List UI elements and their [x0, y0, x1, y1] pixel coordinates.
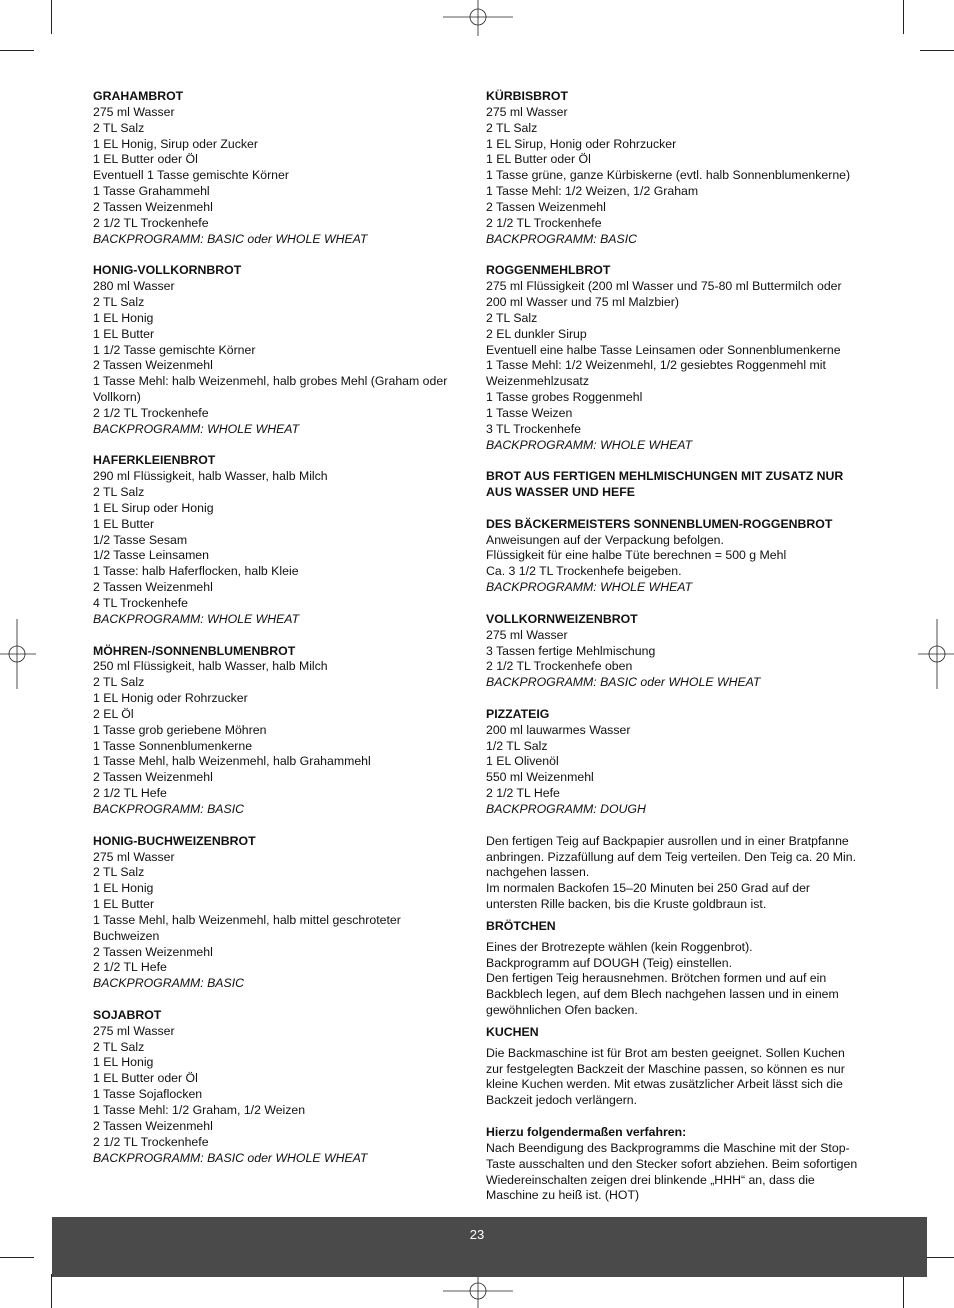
ingredient-line: 2 1/2 TL Hefe [486, 786, 560, 801]
crop-mark [0, 1257, 34, 1258]
ingredient-line: 1 Tasse Mehl, halb Weizenmehl, halb mittel geschroteter Buchweizen [93, 912, 401, 943]
registration-mark-left [0, 619, 36, 689]
ingredient-line: 1 EL Honig [93, 1055, 154, 1070]
ingredient-line: 1 EL Butter [93, 516, 155, 531]
ingredient-line: 1 EL Butter oder Öl [93, 1071, 198, 1086]
ingredient-line: 1/2 Tasse Leinsamen [93, 548, 209, 563]
ingredient-line: 275 ml Wasser [486, 627, 568, 642]
ingredient-line: 3 TL Trockenhefe [486, 421, 582, 436]
recipe [486, 263, 862, 453]
ingredient-line: 275 ml Wasser [486, 104, 568, 119]
pizza-baking: Im normalen Backofen 15–20 Minuten bei 250 Grad auf der untersten Rille backen, bis die Kruste goldbraun ist. [486, 881, 811, 912]
broetchen-text [486, 940, 862, 1019]
ingredient-line: 1 Tasse Mehl: halb Weizenmehl, halb grobes Mehl (Graham oder Vollkorn) [93, 374, 448, 405]
recipe-title: ROGGENMEHLBROT [486, 263, 611, 278]
ingredient-line: 2 Tassen Weizenmehl [93, 1118, 213, 1133]
ingredient-line: 1 Tasse Mehl, halb Weizenmehl, halb Grahammehl [93, 754, 371, 769]
bake-program: BACKPROGRAMM: WHOLE WHEAT [486, 437, 693, 452]
mix-recipes [486, 517, 862, 818]
ingredient-line: 1 1/2 Tasse gemischte Körner [93, 342, 256, 357]
ingredient-line: 2 TL Salz [93, 294, 145, 309]
ingredient-line: 1 Tasse Mehl: 1/2 Weizenmehl, 1/2 gesiebtes Roggenmehl mit Weizenmehlzusatz [486, 358, 826, 389]
registration-mark-right [918, 619, 954, 689]
ingredient-line: 1 EL Butter oder Öl [93, 152, 198, 167]
ingredient-line: 1 Tasse grob geriebene Möhren [93, 722, 267, 737]
left-column [93, 89, 463, 1182]
ingredient-line: 1 Tasse: halb Haferflocken, halb Kleie [93, 564, 299, 579]
ingredient-line: 1 EL Sirup oder Honig [93, 500, 214, 515]
ingredient-line: 2 TL Salz [486, 120, 538, 135]
ingredient-line: 280 ml Wasser [93, 279, 175, 294]
recipe [93, 644, 463, 818]
footer-bar [52, 1217, 927, 1277]
ingredient-line: Anweisungen auf der Verpackung befolgen. [486, 532, 724, 547]
ingredient-line: 2 TL Salz [486, 310, 538, 325]
ingredient-line: 2 Tassen Weizenmehl [93, 199, 213, 214]
recipe-title: VOLLKORNWEIZENBROT [486, 611, 638, 626]
ingredient-line: 200 ml lauwarmes Wasser [486, 722, 631, 737]
broetchen-line: Backprogramm auf DOUGH (Teig) einstellen. [486, 955, 733, 970]
ingredient-line: 2 Tassen Weizenmehl [486, 199, 606, 214]
ingredient-line: 1 EL Honig oder Rohrzucker [93, 691, 248, 706]
ingredient-line: 2 Tassen Weizenmehl [93, 358, 213, 373]
ingredient-line: 1 Tasse Mehl: 1/2 Weizen, 1/2 Graham [486, 184, 699, 199]
ingredient-line: 1 Tasse Grahammehl [93, 184, 210, 199]
bake-program: BACKPROGRAMM: BASIC [486, 231, 638, 246]
recipe-title: HONIG-BUCHWEIZENBROT [93, 833, 256, 848]
ingredient-line: 2 TL Salz [93, 1039, 145, 1054]
ingredient-line: 1 EL Butter oder Öl [486, 152, 591, 167]
right-recipes [486, 89, 862, 453]
ingredient-line: 2 EL Öl [93, 706, 134, 721]
bake-program: BACKPROGRAMM: BASIC [93, 976, 245, 991]
bake-program: BACKPROGRAMM: BASIC [93, 801, 245, 816]
recipe [486, 517, 862, 596]
ingredient-line: 1/2 TL Salz [486, 738, 548, 753]
ingredient-line: 550 ml Weizenmehl [486, 770, 594, 785]
pizza-instructions: Den fertigen Teig auf Backpapier ausrollen und in einer Bratpfanne anbringen. Pizzafüllung auf dem Teig verteilen. Den Teig ca. 20 Min. nachgehen lassen. [486, 833, 857, 880]
procedure-title: Hierzu folgendermaßen verfahren: [486, 1125, 687, 1139]
ingredient-line: 1 Tasse Mehl: 1/2 Graham, 1/2 Weizen [93, 1103, 306, 1117]
ingredient-line: Flüssigkeit für eine halbe Tüte berechnen = 500 g Mehl [486, 548, 787, 563]
ingredient-line: 1 Tasse grobes Roggenmehl [486, 390, 643, 405]
ingredient-line: 3 Tassen fertige Mehlmischung [486, 643, 656, 658]
registration-mark-top [443, 0, 513, 36]
ingredient-line: Eventuell eine halbe Tasse Leinsamen oder Sonnenblumenkerne [486, 342, 841, 357]
recipe [486, 612, 862, 691]
right-column [486, 89, 862, 1204]
recipe [93, 263, 463, 437]
kuchen-title: KUCHEN [486, 1024, 539, 1039]
recipe-title: DES BÄCKERMEISTERS SONNENBLUMEN-ROGGENBROT [486, 516, 833, 531]
crop-mark [51, 0, 52, 34]
ingredient-line: 1 Tasse Sojaflocken [93, 1087, 203, 1102]
crop-mark [903, 1274, 904, 1308]
ingredient-line: 1 EL Honig, Sirup oder Zucker [93, 136, 258, 151]
bake-program: BACKPROGRAMM: BASIC oder WHOLE WHEAT [93, 1150, 368, 1165]
recipe [486, 89, 862, 247]
recipe-title: HONIG-VOLLKORNBROT [93, 263, 242, 278]
ingredient-line: Ca. 3 1/2 TL Trockenhefe beigeben. [486, 564, 682, 579]
crop-mark [0, 50, 34, 51]
ingredient-line: 1 EL Butter [93, 897, 155, 912]
bake-program: BACKPROGRAMM: WHOLE WHEAT [93, 611, 300, 626]
broetchen-line: Eines der Brotrezepte wählen (kein Roggenbrot). [486, 939, 753, 954]
ingredient-line: 2 1/2 TL Trockenhefe [93, 215, 209, 230]
recipe-title: MÖHREN-/SONNENBLUMENBROT [93, 643, 296, 658]
recipe [93, 89, 463, 247]
ingredient-line: 2 1/2 TL Trockenhefe oben [486, 659, 633, 674]
bake-program: BACKPROGRAMM: WHOLE WHEAT [93, 421, 300, 436]
recipe [486, 707, 862, 818]
ingredient-line: Eventuell 1 Tasse gemischte Körner [93, 168, 289, 183]
bake-program: BACKPROGRAMM: BASIC oder WHOLE WHEAT [486, 675, 761, 690]
ingredient-line: 1 EL Honig [93, 881, 154, 896]
ingredient-line: 2 1/2 TL Hefe [93, 786, 167, 801]
ingredient-line: 1 EL Sirup, Honig oder Rohrzucker [486, 136, 677, 151]
recipe-title: PIZZATEIG [486, 706, 550, 721]
ingredient-line: 2 Tassen Weizenmehl [93, 580, 213, 595]
bake-program: BACKPROGRAMM: BASIC oder WHOLE WHEAT [93, 231, 368, 246]
ingredient-line: 2 1/2 TL Trockenhefe [93, 1134, 209, 1149]
ingredient-line: 275 ml Flüssigkeit (200 ml Wasser und 75-80 ml Buttermilch oder 200 ml Wasser und 75 ml Malzbier) [486, 279, 842, 309]
ingredient-line: 250 ml Flüssigkeit, halb Wasser, halb Milch [93, 659, 328, 674]
ingredient-line: 2 TL Salz [93, 675, 145, 690]
recipe-title: KÜRBISBROT [486, 89, 568, 103]
registration-mark-bottom [443, 1272, 513, 1308]
crop-mark [920, 50, 954, 51]
ingredient-line: 2 1/2 TL Trockenhefe [93, 405, 209, 420]
ingredient-line: 1 EL Butter [93, 326, 155, 341]
ingredient-line: 2 TL Salz [93, 120, 145, 135]
ingredient-line: 2 1/2 TL Hefe [93, 960, 167, 975]
ingredient-line: 275 ml Wasser [93, 1023, 175, 1038]
recipe-title: GRAHAMBROT [93, 89, 184, 103]
ingredient-line: 275 ml Wasser [93, 849, 175, 864]
recipe-title: SOJABROT [93, 1007, 162, 1022]
ingredient-line: 2 1/2 TL Trockenhefe [486, 215, 602, 230]
bake-program: BACKPROGRAMM: WHOLE WHEAT [486, 580, 693, 595]
recipe [93, 453, 463, 627]
ingredient-line: 4 TL Trockenhefe [93, 596, 189, 610]
ingredient-line: 2 EL dunkler Sirup [486, 326, 587, 341]
page-number: 23 [469, 1227, 485, 1242]
ingredient-line: 2 TL Salz [93, 865, 145, 880]
ingredient-line: 1 EL Honig [93, 310, 154, 325]
recipe [93, 1008, 463, 1166]
ingredient-line: 1 Tasse Sonnenblumenkerne [93, 738, 253, 753]
ingredient-line: 1 Tasse grüne, ganze Kürbiskerne (evtl. halb Sonnenblumenkerne) [486, 168, 851, 183]
bake-program: BACKPROGRAMM: DOUGH [486, 801, 646, 816]
ingredient-line: 1 Tasse Weizen [486, 405, 573, 420]
broetchen-title: BRÖTCHEN [486, 918, 556, 933]
procedure-text: Nach Beendigung des Backprogramms die Maschine mit der Stop-Taste ausschalten und den Stecker sofort abziehen. Beim sofortigen Wiedereinschalten zeigen drei blinkende „HHH“ an, dass die Maschine zu heiß ist. (HOT) [486, 1140, 858, 1203]
ingredient-line: 2 Tassen Weizenmehl [93, 944, 213, 959]
ingredient-line: 1 EL Olivenöl [486, 754, 559, 769]
ingredient-line: 2 Tassen Weizenmehl [93, 770, 213, 785]
ingredient-line: 1/2 Tasse Sesam [93, 532, 188, 547]
recipe-title: HAFERKLEIENBROT [93, 453, 216, 468]
broetchen-line: Den fertigen Teig herausnehmen. Brötchen formen und auf ein Backblech legen, auf dem Blech nachgehen lassen und in einem gewöhnlichen Ofen backen. [486, 971, 839, 1018]
ingredient-line: 2 TL Salz [93, 485, 145, 500]
mix-heading: BROT AUS FERTIGEN MEHLMISCHUNGEN MIT ZUSATZ NUR AUS WASSER UND HEFE [486, 469, 844, 500]
recipe [93, 834, 463, 992]
ingredient-line: 290 ml Flüssigkeit, halb Wasser, halb Milch [93, 469, 328, 484]
crop-mark [51, 1274, 52, 1308]
crop-mark [903, 0, 904, 34]
ingredient-line: 275 ml Wasser [93, 104, 175, 119]
kuchen-text: Die Backmaschine ist für Brot am besten geeignet. Sollen Kuchen zur festgelegten Backzeit der Maschine passen, so können es nur kleine Kuchen werden. Mit etwas zusätzlicher Arbeit lässt sich die Backzeit jedoch verlängern. [486, 1045, 845, 1108]
